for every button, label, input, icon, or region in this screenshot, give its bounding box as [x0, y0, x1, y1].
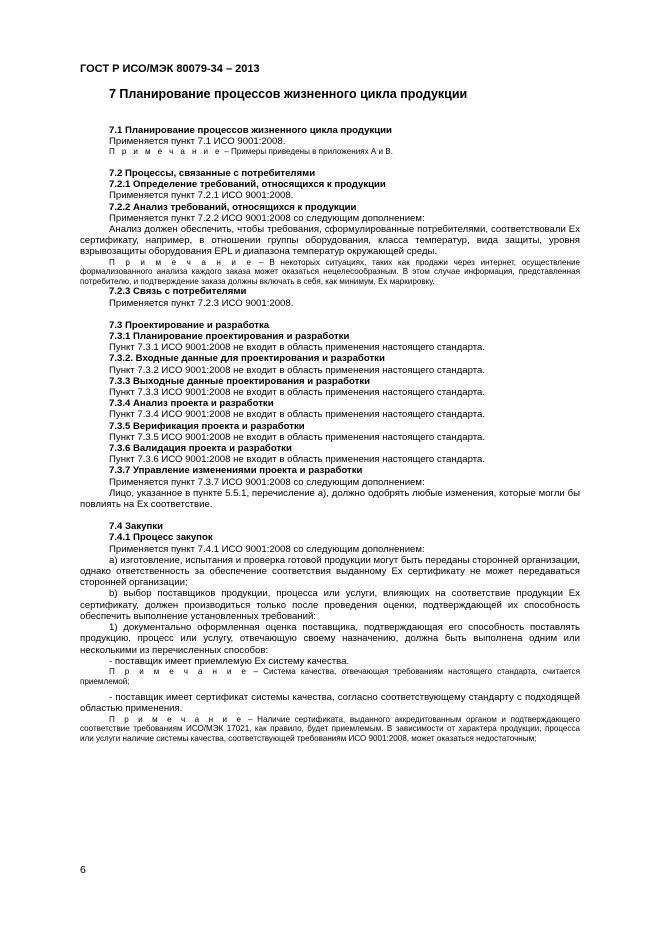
section-heading: 7.1 Планирование процессов жизненного цикла продукции — [109, 125, 392, 136]
paragraph: Пункт 7.3.6 ИСО 9001:2008 не входит в область применения настоящего стандарта. — [109, 454, 485, 466]
section-heading: 7.3.6 Валидация проекта и разработки — [109, 443, 292, 455]
spacer — [80, 510, 580, 521]
document-header: ГОСТ Р ИСО/МЭК 80079-34 – 2013 — [80, 63, 260, 75]
note — [80, 147, 580, 157]
spacer — [80, 157, 580, 168]
paragraph: Применяется пункт 7.3.7 ИСО 9001:2008 со следующим дополнением: — [109, 476, 425, 488]
paragraph: Пункт 7.3.3 ИСО 9001:2008 не входит в область применения настоящего стандарта. — [109, 387, 485, 399]
paragraph: - поставщик имеет сертификат системы качества, согласно соответствующему стандарту с подходящей областью применения. — [80, 692, 580, 715]
note — [80, 667, 580, 686]
note-label: П р и м е ч а н и е — [109, 257, 254, 267]
paragraph: Применяется пункт 7.4.1 ИСО 9001:2008 со следующим дополнением: — [109, 543, 425, 555]
paragraph: Применяется пункт 7.1 ИСО 9001:2008. — [109, 136, 286, 148]
paragraph: 1) документально оформленная оценка поставщика, подтверждающая его способность поставлять продукцию, процесс или услугу, отвечающую своему назначению, должна быть выполнена одним или несколькими из перечисленных способов: — [80, 622, 580, 656]
document-body — [80, 125, 580, 743]
section-heading: 7.2.3 Связь с потребителями — [109, 286, 247, 298]
section-heading: 7.3.1 Планирование проектирования и разработки — [109, 331, 350, 343]
note-text: – Система качества, отвечающая требованиям настоящего стандарта, считается приемлемой; — [80, 666, 580, 686]
paragraph: Применяется пункт 7.2.1 ИСО 9001:2008. — [109, 190, 294, 202]
page-number: 6 — [80, 864, 86, 876]
paragraph: Лицо, указанное в пункте 5.5.1, перечисление а), должно одобрять любые изменения, которые могли бы повлиять на Ех соответствие. — [80, 487, 580, 511]
note-text: – Примеры приведены в приложениях А и В. — [221, 147, 393, 157]
paragraph: а) изготовление, испытания и проверка готовой продукции могут быть переданы сторонней организации, однако ответственность за обеспечение соответствия выданному Ех сертификату не может передаваться сторонней организации; — [80, 554, 580, 589]
note — [80, 715, 580, 744]
section-heading: 7.2.1 Определение требований, относящихся к продукции — [109, 179, 386, 191]
paragraph: - поставщик имеет приемлемую Ех систему качества. — [109, 655, 350, 667]
spacer — [80, 309, 580, 320]
note — [80, 258, 580, 287]
section-heading: 7.3.2. Входные данные для проектирования и разработки — [109, 353, 385, 365]
note-text: – Наличие сертификата, выданного аккредитованным органом и подтверждающего соответствие требованиям ИСО/МЭК 17021, как правило, будет приемлемым. В зависимости от характера продукции, процесса или услуги наличие системы качества, соответствующей требованиям ИСО 9001:2008, может оказаться недостаточным; — [80, 714, 580, 743]
section-heading: 7.3 Проектирование и разработка — [109, 319, 270, 331]
paragraph: b) выбор поставщиков продукции, процесса или услуги, влияющих на соответствие продукции Ех сертификату, должен производиться только после проведения оценки, подтверждающей их способность обеспечить выполнение установленных требований: — [80, 588, 580, 622]
section-heading: 7.2.2 Анализ требований, относящихся к продукции — [109, 201, 357, 213]
note-text: – В некоторых ситуациях, таких как продажи через интернет, осуществление формализованного анализа каждого заказа может оказаться нецелесообразным. В этом случае информация, представленная потребителю, и подтверждение заказа должны включать в себя, как минимум, Ех маркировку. — [80, 257, 580, 286]
section-title: 7 Планирование процессов жизненного цикла продукции — [109, 87, 468, 101]
note-label: П р и м е ч а н и е — [109, 147, 222, 157]
paragraph: Пункт 7.3.5 ИСО 9001:2008 не входит в область применения настоящего стандарта. — [109, 431, 485, 443]
note-label: П р и м е ч а н и е — [109, 666, 249, 676]
section-heading: 7.4 Закупки — [109, 521, 163, 533]
paragraph: Пункт 7.3.2 ИСО 9001:2008 не входит в область применения настоящего стандарта. — [109, 364, 485, 376]
paragraph: Пункт 7.3.4 ИСО 9001:2008 не входит в область применения настоящего стандарта. — [109, 409, 485, 421]
section-heading: 7.3.4 Анализ проекта и разработки — [109, 398, 274, 410]
paragraph: Применяется пункт 7.2.3 ИСО 9001:2008. — [109, 297, 294, 309]
paragraph: Пункт 7.3.1 ИСО 9001:2008 не входит в область применения настоящего стандарта. — [109, 342, 485, 354]
paragraph: Анализ должен обеспечить, чтобы требования, сформулированные потребителями, соответствовали Ех сертификату, например, в отношении группы оборудования, класса температур, вида защиты, уровня взрывозащиты оборудования EPL и диапазона температур окружающей среды. — [80, 224, 580, 258]
note-label: П р и м е ч а н и е — [109, 714, 244, 724]
section-heading: 7.4.1 Процесс закупок — [109, 532, 213, 544]
section-heading: 7.3.7 Управление изменениями проекта и разработки — [109, 465, 363, 477]
paragraph: Применяется пункт 7.2.2 ИСО 9001:2008 со следующим дополнением: — [109, 212, 425, 224]
section-heading: 7.3.3 Выходные данные проектирования и разработки — [109, 375, 371, 387]
section-heading: 7.3.5 Верификация проекта и разработки — [109, 420, 305, 432]
section-heading: 7.2 Процессы, связанные с потребителями — [109, 168, 316, 179]
